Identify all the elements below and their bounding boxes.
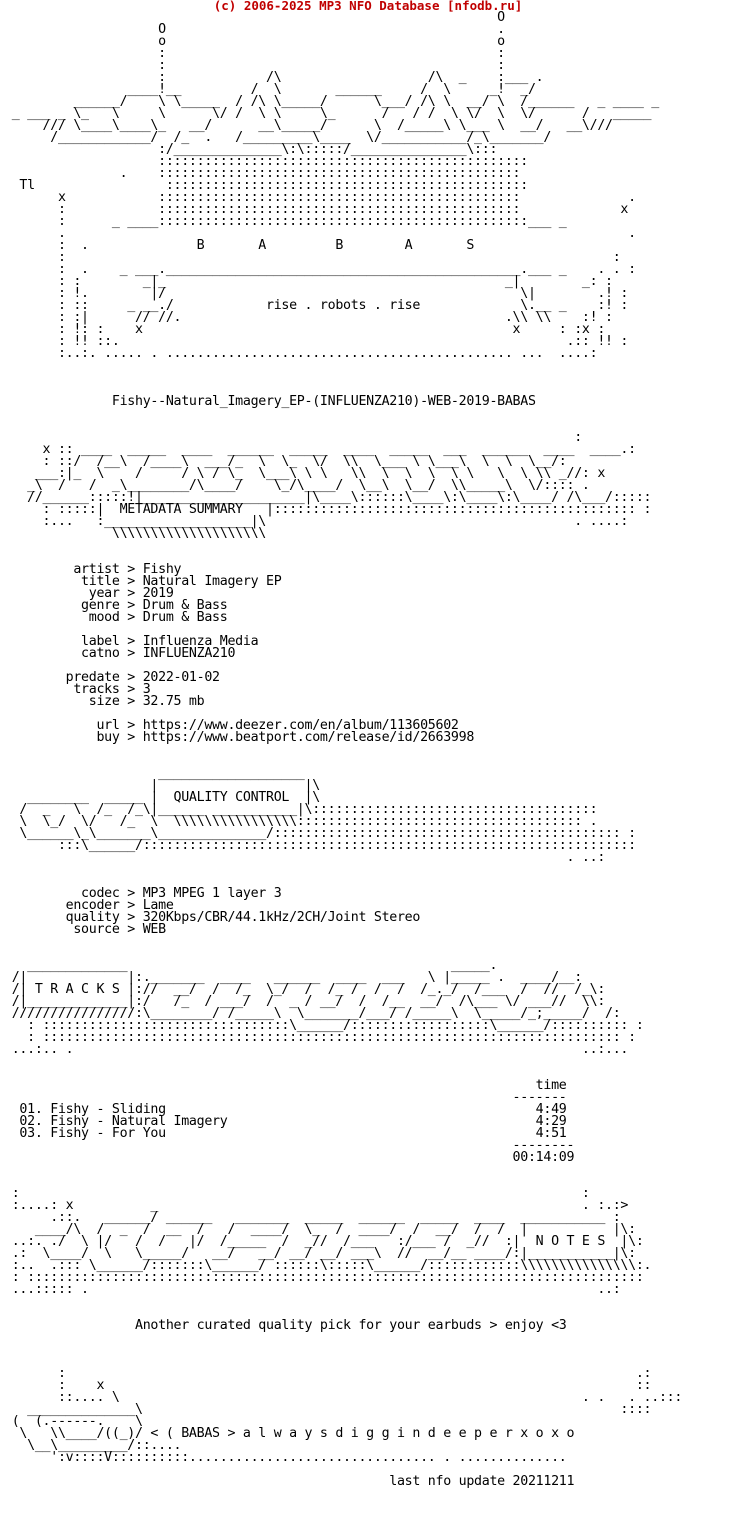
nfo-line: /| T R A C K S |:// __/ / /_ \_/ / /_ / / / /_._/ /___ / // /_\: bbox=[4, 982, 606, 997]
nfo-line: / _ \ /_ /_\|______ ___________|\::::::::::::::::::::::::::::::::::::: bbox=[4, 802, 598, 817]
nfo-line: ------- bbox=[4, 1090, 567, 1105]
nfo-line: /// \____\____\_ __/ __\_____/ \ /_____\ \___ \ __/ __\/// bbox=[4, 118, 613, 133]
nfo-line: _ ___ _ \_ \ \ \/ / \ \ \_ / / / \ \/ \ \/ / _____ bbox=[4, 106, 652, 121]
nfo-line: x ::::::::::::::::::::::::::::::::::::::::::::::: . bbox=[4, 190, 636, 205]
nfodb-header[interactable]: (c) 2006-2025 MP3 NFO Database [nfodb.ru] bbox=[213, 0, 523, 13]
nfo-line: 03. Fishy - For You 4:51 bbox=[4, 1126, 567, 1141]
nfo-line: time bbox=[4, 1078, 567, 1093]
nfo-text bbox=[0, 12, 682, 1488]
nfo-line: tracks > 3 bbox=[4, 682, 151, 697]
nfo-line: Tl ::::::::::::::::::::::::::::::::::::::::::::::: bbox=[4, 178, 528, 193]
nfo-line: : .: bbox=[4, 1366, 652, 1381]
nfo-line: ...:.. . ..:... bbox=[4, 1042, 629, 1057]
nfo-line: predate > 2022-01-02 bbox=[4, 670, 220, 685]
nfo-line: \\\\\\\\\\\\\\\\\\\\ bbox=[4, 526, 266, 541]
nfo-line: year > 2019 bbox=[4, 586, 174, 601]
nfo-line: encoder > Lame bbox=[4, 898, 174, 913]
nfo-line: 01. Fishy - Sliding 4:49 bbox=[4, 1102, 567, 1117]
nfo-line: ______/ \ \_____ / /\ \_____/ \___/ /\ \ __/ \ /______ _ ____ _ bbox=[4, 94, 659, 109]
nfo-line: size > 32.75 mb bbox=[4, 694, 205, 709]
nfo-line: ':v::::V::::::::::................................ . .............. bbox=[4, 1450, 567, 1465]
nfo-line: \__\_________/::.... bbox=[4, 1438, 182, 1453]
nfo-line: codec > MP3 MPEG 1 layer 3 bbox=[4, 886, 282, 901]
nfo-line: buy > https://www.beatport.com/release/id/2663998 bbox=[4, 730, 475, 745]
nfo-line: : . _ ___.______________________________________________.___ _ . . : bbox=[4, 262, 636, 277]
nfo-line: : : _|_ _| _: : bbox=[4, 274, 613, 289]
nfo-line: : x :: bbox=[4, 1378, 652, 1393]
nfo-line: ...::::: . ..: bbox=[4, 1282, 621, 1297]
nfo-line: : : bbox=[4, 58, 505, 73]
nfo-line: ..:. ./ \ |/ / / |/ /_____ / _// /___ :/___ / _// :| N O T E S |\: bbox=[4, 1234, 644, 1249]
nfo-line: 00:14:09 bbox=[4, 1150, 575, 1165]
nfo-line: : :::::::::::::::::::::::::::::::::::::::::::::::::::::::::::::::::::::::::::::::: bbox=[4, 1270, 644, 1285]
nfo-line: : :| // //. .\\ \\ :! : bbox=[4, 310, 613, 325]
nfo-line: .::. ______/ ______ _______ _____ ______ _____ ____ ___________ : bbox=[4, 1210, 621, 1225]
nfo-line: ________ _____ | QUALITY CONTROL |\ bbox=[4, 790, 320, 805]
nfo-line: /|_____________|:/ /_ / ___/ / _ / __/ / /__ __/ /\___ \/ ___// \\: bbox=[4, 994, 606, 1009]
nfo-line: last nfo update 20211211 bbox=[4, 1474, 575, 1489]
nfo-line: Another curated quality pick for your earbuds > enjoy <3 bbox=[4, 1318, 567, 1333]
nfo-line: ______________\ :::: bbox=[4, 1402, 652, 1417]
nfo-line: : !: : x x : :x : bbox=[4, 322, 606, 337]
nfo-line: : bbox=[4, 430, 582, 445]
nfo-line: :::::::::::::::::::::::::::::::::::::::::::::::: bbox=[4, 154, 528, 169]
nfo-line: label > Influenza Media bbox=[4, 634, 259, 649]
nfo-line: ( (.------. \ bbox=[4, 1414, 143, 1429]
nfo-line: ___:|_ \ / / \ / \_ \___\ \ \ \\ \ \ \ \ \ \ \ \\ _//: x bbox=[4, 466, 606, 481]
nfo-line: . . bbox=[4, 226, 636, 241]
nfo-line: : ::/ /__\ /____\ ___/_ \ \_ \/ \\ \___ \ \___\ \ \ \__/: bbox=[4, 454, 567, 469]
nfo-line: url > https://www.deezer.com/en/album/113605602 bbox=[4, 718, 459, 733]
nfo-line: : /\ /\ _ :___ . bbox=[4, 70, 544, 85]
nfo-line: : _ ____::::::::::::::::::::::::::::::::::::::::::::::::___ _ bbox=[4, 214, 567, 229]
nfo-line: O . bbox=[4, 22, 505, 37]
nfo-line: -------- bbox=[4, 1138, 575, 1153]
nfo-line: 02. Fishy - Natural Imagery 4:29 bbox=[4, 1114, 567, 1129]
nfo-line: . ..: bbox=[4, 850, 606, 865]
nfo-line: :....: x _ . :.:> bbox=[4, 1198, 629, 1213]
nfo-line: quality > 320Kbps/CBR/44.1kHz/2CH/Joint Stereo bbox=[4, 910, 421, 925]
nfo-line: artist > Fishy bbox=[4, 562, 182, 577]
nfo-line: o o bbox=[4, 34, 505, 49]
nfo-line: x :: ____ _____ ____ ______ _____ ____ _____ ___ ______ ____ ____.: bbox=[4, 442, 636, 457]
nfo-line: :/______________\:\:::::/_______________\::: bbox=[4, 142, 498, 157]
nfo-line: :::\______/:::::::::::::::::::::::::::::::::::::::::::::::::::::::::::::::: bbox=[4, 838, 636, 853]
nfo-line: ////////////////:\________/ /_____\ \_______/___/ /_____\ \_____/_;_____/ /: bbox=[4, 1006, 621, 1021]
nfo-line: /| |:._______ ____ ______ ____ ___ \ |_____ . ____/__: bbox=[4, 970, 582, 985]
nfo-line: ____/\ / _ / __ / / ____/ \_ / ____/ / __/ / / | |\: bbox=[4, 1222, 636, 1237]
nfo-line: \______\_\_______\______________/::::::::::::::::::::::::::::::::::::::::::::: : bbox=[4, 826, 636, 841]
nfo-line: \ \_/ \/ /_ \ \\\\\\\\\\\\\\\\::::::::::::::::::::::::::::::::::::: . bbox=[4, 814, 598, 829]
nfo-line: : : bbox=[4, 1186, 590, 1201]
nfo-line: mood > Drum & Bass bbox=[4, 610, 228, 625]
nfo-line: ____!__ / \ ______ / \ _! _/ bbox=[4, 82, 536, 97]
nfo-line: : ::::::::::::::::::::::::::::::::::::::::::::::: x bbox=[4, 202, 629, 217]
nfo-line: : !! ::. .:: !! : bbox=[4, 334, 629, 349]
nfo-line: ::.... \ . . . ..::: bbox=[4, 1390, 683, 1405]
nfo-line: Fishy--Natural_Imagery_EP-(INFLUENZA210)-WEB-2019-BABAS bbox=[4, 394, 536, 409]
nfo-line: : . B A B A S bbox=[4, 238, 475, 253]
nfo-line: /____________/ /_ . /_________\____ \/___________/_\_______/ bbox=[4, 130, 552, 145]
nfo-line: . ::::::::::::::::::::::::::::::::::::::::::::::: bbox=[4, 166, 521, 181]
nfo-line: O bbox=[4, 10, 505, 25]
nfo-line: : : bbox=[4, 250, 621, 265]
nfo-line: .: \____/ \ \_____/ __/ __/ __/ __/ ___\ // __/__ ____/:|___________|\: bbox=[4, 1246, 636, 1261]
nfo-line: title > Natural Imagery EP bbox=[4, 574, 282, 589]
nfo-line: _\ / / _\________/\____/ \_/\____/ \__\ \__/ \\_____\ \/:::: . bbox=[4, 478, 590, 493]
nfo-line: //______:::::!|_____________________|\____\::::::\____\:\____\:\____/ /\___/::::: bbox=[4, 490, 652, 505]
nfo-line: \ \\____/((_)/ < ( BABAS > a l w a y s d i g g i n d e e p e r x o x o bbox=[4, 1426, 575, 1441]
nfo-line: genre > Drum & Bass bbox=[4, 598, 228, 613]
nfo-line: : : bbox=[4, 46, 505, 61]
nfo-line: :..:. ..... . ............................................. ... ....: bbox=[4, 346, 598, 361]
nfo-line: source > WEB bbox=[4, 922, 166, 937]
nfo-line: : :::::| METADATA SUMMARY |::::::::::::::::::::::::::::::::::::::::::::::: : bbox=[4, 502, 652, 517]
nfo-line: :... :___________________|\ . ....: bbox=[4, 514, 629, 529]
nfo-line: : ::::::::::::::::::::::::::::::::::::::::::::::::::::::::::::::::::::::::::: : bbox=[4, 1030, 636, 1045]
nfo-line: | |\ bbox=[4, 778, 320, 793]
nfo-line: : :: _ __./ rise . robots . rise \.__ _ :! : bbox=[4, 298, 629, 313]
nfo-line: ___________________ bbox=[4, 766, 305, 781]
nfo-line: : ::::::::::::::::::::::::::::::::\______/::::::::::::::::::\______/:::::::::: : bbox=[4, 1018, 644, 1033]
nfo-line: : !. |/ \| .! : bbox=[4, 286, 629, 301]
nfo-line: _____________ _____. bbox=[4, 958, 498, 973]
nfo-line: :.. .::: \______/:::::::\______/ ::::::\:::::\______/::::::::::::\\\\\\\\\\\\\\\:. bbox=[4, 1258, 652, 1273]
nfo-line: catno > INFLUENZA210 bbox=[4, 646, 236, 661]
